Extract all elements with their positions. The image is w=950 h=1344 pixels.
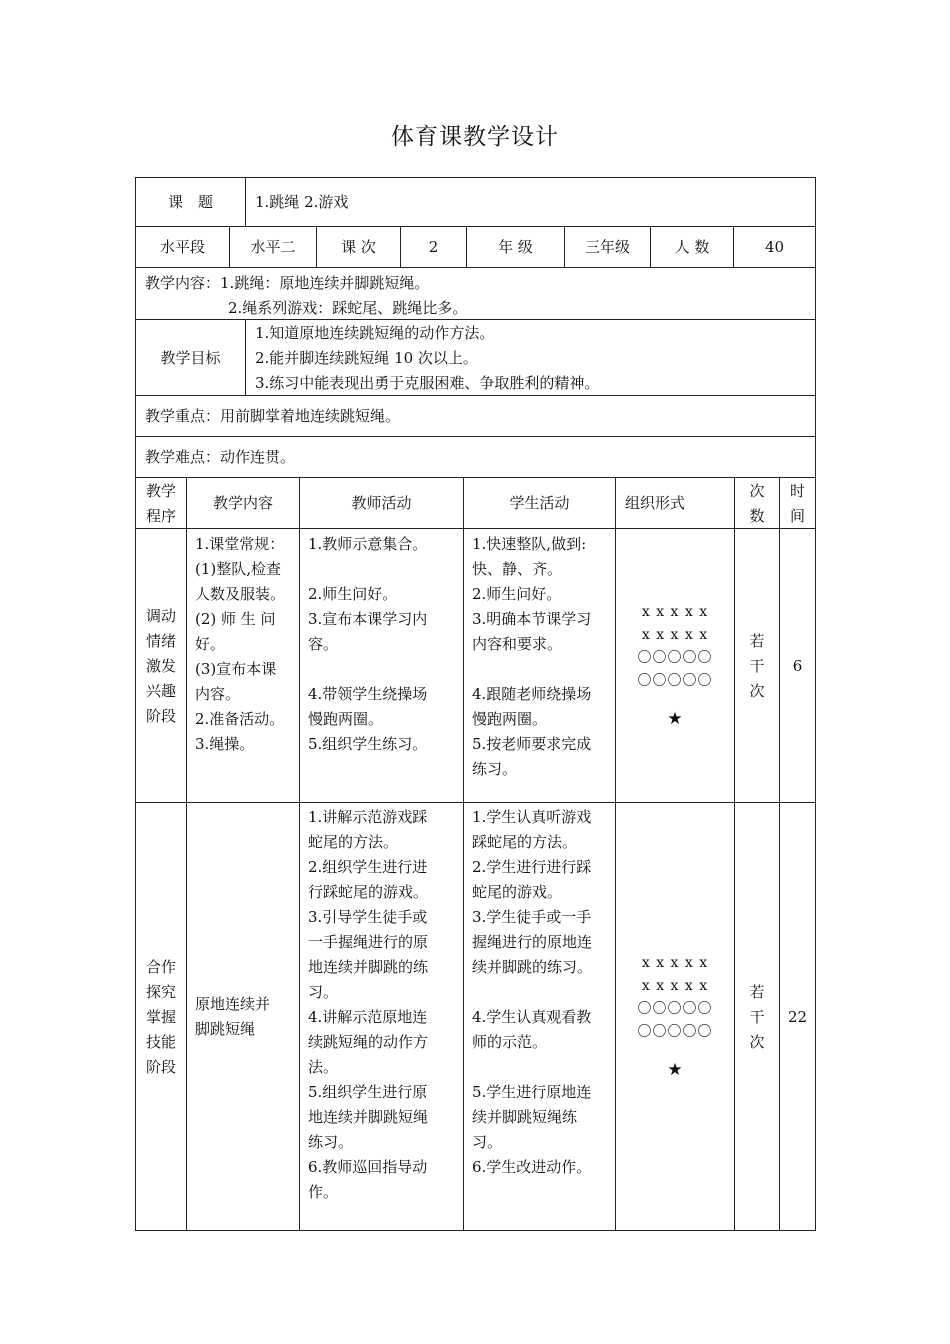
goal-item: 1.知道原地连续跳短绳的动作方法。: [255, 324, 495, 342]
info-row: [136, 226, 815, 268]
level-label: 水平段: [159, 238, 205, 256]
count-value: 40: [733, 227, 815, 268]
grade-value: 三年级: [564, 227, 650, 268]
stage-content: 1.课堂常规： (1)整队,检查 人数及服装。 (2) 师 生 问 好。 (3)宣布本课 内容。 2.准备活动。 3.绳操。: [186, 529, 299, 803]
stage-content: 原地连续并 脚跳短绳: [186, 803, 299, 1231]
teacher-star-icon: ★: [667, 1059, 683, 1080]
stage-time: 6: [779, 529, 815, 803]
stage-formation: x x x x x x x x x x 〇〇〇〇〇 〇〇〇〇〇 ★: [615, 529, 734, 803]
stage-procedure: 合作 探究 掌握 技能 阶段: [145, 957, 176, 1076]
difficulty: 教学难点：动作连贯。: [145, 448, 296, 466]
col-time: 时 间: [789, 481, 805, 525]
content-row: [136, 267, 815, 320]
column-header-row: [136, 477, 815, 529]
col-procedure: 教学 程序: [145, 481, 176, 525]
topic-row: [136, 178, 815, 226]
stage-time: 22: [779, 803, 815, 1231]
goal-item: 2.能并脚连续跳短绳 10 次以上。: [255, 349, 478, 367]
goals-row: [136, 319, 815, 396]
stage-times: 若 干 次: [749, 631, 765, 700]
stage-teacher: 1.讲解示范游戏踩 蛇尾的方法。 2.组织学生进行进 行踩蛇尾的游戏。 3.引导学生徒手或 一手握绳进行的原 地连续并脚跳的练 习。 4.讲解示范原地连 续跳短绳的动作方 法。 5.组织学生进行原 地连续并脚跳短绳 练习。 6.教师巡回指导动 作。: [299, 803, 463, 1231]
goal-item: 3.练习中能表现出勇于克服困难、争取胜利的精神。: [255, 374, 600, 392]
stage-times: 若 干 次: [749, 982, 765, 1051]
key-point-row: [136, 395, 815, 437]
content-label: 教学内容：: [145, 274, 221, 292]
lesson-value: 2: [400, 227, 466, 268]
stage-row: [136, 802, 815, 1231]
col-organization: 组织形式: [615, 478, 734, 529]
teacher-star-icon: ★: [667, 708, 683, 729]
key-point: 教学重点：用前脚掌着地连续跳短绳。: [145, 407, 401, 425]
stage-formation: x x x x x x x x x x 〇〇〇〇〇 〇〇〇〇〇 ★: [615, 803, 734, 1231]
grade-label: 年 级: [466, 227, 564, 268]
count-label: 人 数: [650, 227, 733, 268]
stage-procedure: 调动 情绪 激发 兴趣 阶段: [145, 606, 176, 725]
col-teacher: 教师活动: [299, 478, 463, 529]
page-title: 体育课教学设计: [391, 124, 559, 150]
col-student: 学生活动: [463, 478, 615, 529]
topic-value: 1.跳绳 2.游戏: [245, 178, 815, 226]
stage-teacher: 1.教师示意集合。 2.师生问好。 3.宣布本课学习内 容。 4.带领学生绕操场 慢跑两圈。 5.组织学生练习。: [299, 529, 463, 803]
content-line-1: 1.跳绳：原地连续并脚跳短绳。: [220, 274, 430, 292]
goals-label: 教学目标: [160, 348, 221, 367]
stage-student: 1.快速整队,做到: 快、静、齐。 2.师生问好。 3.明确本节课学习 内容和要求。 4.跟随老师绕操场 慢跑两圈。 5.按老师要求完成 练习。: [463, 529, 615, 803]
stage-row: [136, 528, 815, 803]
content-line-2: 2.绳系列游戏：踩蛇尾、跳绳比多。: [228, 299, 468, 317]
col-content: 教学内容: [186, 478, 299, 529]
stage-student: 1.学生认真听游戏 踩蛇尾的方法。 2.学生进行进行踩 蛇尾的游戏。 3.学生徒手或一手 握绳进行的原地连 续并脚跳的练习。 4.学生认真观看教 师的示范。 5.学生进行原地连 续并脚跳短绳练 习。 6.学生改进动作。: [463, 803, 615, 1231]
topic-label: 课 题: [167, 192, 213, 211]
lesson-label: 课 次: [316, 227, 400, 268]
level-value: 水平二: [229, 227, 316, 268]
difficulty-row: [136, 436, 815, 478]
col-times: 次 数: [749, 481, 765, 525]
lesson-plan-table: [135, 177, 816, 1231]
